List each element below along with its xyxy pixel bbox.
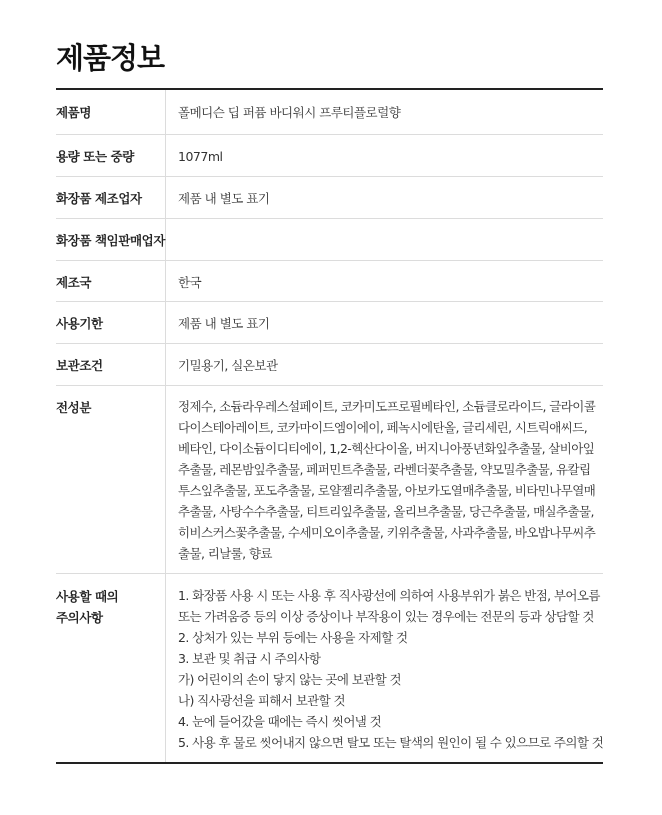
table-row-expiry [56,301,603,343]
row-value: 기밀용기, 실온보관 [178,357,278,373]
caution-line: 4. 눈에 들어갔을 때에는 즉시 씻어낼 것 [178,713,382,729]
caution-line: 또는 가려움증 등의 이상 증상이나 부작용이 있는 경우에는 전문의 등과 상담할 것 [178,608,594,624]
table-row-distributor [56,218,603,260]
row-label: 사용기한 [56,315,103,331]
caution-line: 나) 직사광선을 피해서 보관할 것 [178,692,345,708]
cautions-label-line: 사용할 때의 [56,588,119,604]
cautions-label-line: 주의사항 [56,609,103,625]
ingredients-line: 추출물, 사탕수수추출물, 티트리잎추출물, 올리브추출물, 당근추출물, 매실추출물, [178,503,594,519]
row-value: 1077ml [178,148,223,164]
table-row-storage [56,343,603,385]
row-label [56,574,165,628]
table-row-manufacturer [56,176,603,218]
ingredients-text [178,386,603,564]
row-value: 폴메디슨 딥 퍼퓸 바디워시 프루티플로럴향 [178,105,401,120]
ingredients-line: 출물, 리날룰, 향료 [178,545,272,561]
row-label: 제조국 [56,274,92,290]
ingredients-line: 히비스커스꽃추출물, 수세미오이추출물, 키위추출물, 사과추출물, 바오밥나무씨추 [178,524,596,540]
ingredients-line: 베타인, 다이소듐이디티에이, 1,2-헥산다이올, 버지니아풍년화잎추출물, 살비아잎 [178,440,595,456]
row-label: 전성분 [56,399,92,415]
page-title: 제품정보 [56,41,165,75]
table-row-ingredients [56,385,603,573]
row-value: 제품 내 별도 표기 [178,315,270,331]
caution-line: 5. 사용 후 물로 씻어내지 않으면 탈모 또는 탈색의 원인이 될 수 있으므로 주의할 것 [178,734,604,750]
row-label: 제품명 [56,105,92,120]
row-label: 보관조건 [56,357,103,373]
row-value: 제품 내 별도 표기 [178,190,270,206]
ingredients-line: 투스잎추출물, 포도추출물, 로얄젤리추출물, 아보카도열매추출물, 비타민나무열매 [178,482,596,498]
row-label: 화장품 제조업자 [56,190,142,206]
table-row-product-name [56,89,603,134]
caution-line: 2. 상처가 있는 부위 등에는 사용을 자제할 것 [178,629,408,645]
ingredients-line: 추출물, 레몬밤잎추출물, 페퍼민트추출물, 라벤더꽃추출물, 약모밀추출물, 유칼립 [178,461,591,477]
caution-line: 1. 화장품 사용 시 또는 사용 후 직사광선에 의하여 사용부위가 붉은 반점, 부어오름 [178,587,600,603]
table-row-cautions [56,573,603,763]
row-label: 화장품 책임판매업자 [56,232,166,248]
caution-line: 가) 어린이의 손이 닿지 않는 곳에 보관할 것 [178,671,401,687]
caution-line: 3. 보관 및 취급 시 주의사항 [178,650,321,666]
row-value [178,219,603,231]
row-label: 용량 또는 중량 [56,148,134,164]
table-row-country [56,260,603,301]
product-info-table [56,88,603,764]
row-value: 한국 [178,274,202,290]
ingredients-line: 다이스테아레이트, 코카마이드엠이에이, 페녹시에탄올, 글리세린, 시트릭애씨드, [178,419,588,435]
ingredients-line: 정제수, 소듐라우레스설페이트, 코카미도프로필베타인, 소듐클로라이드, 글라이콜 [178,398,596,414]
table-row-capacity [56,134,603,176]
cautions-text [178,574,603,753]
